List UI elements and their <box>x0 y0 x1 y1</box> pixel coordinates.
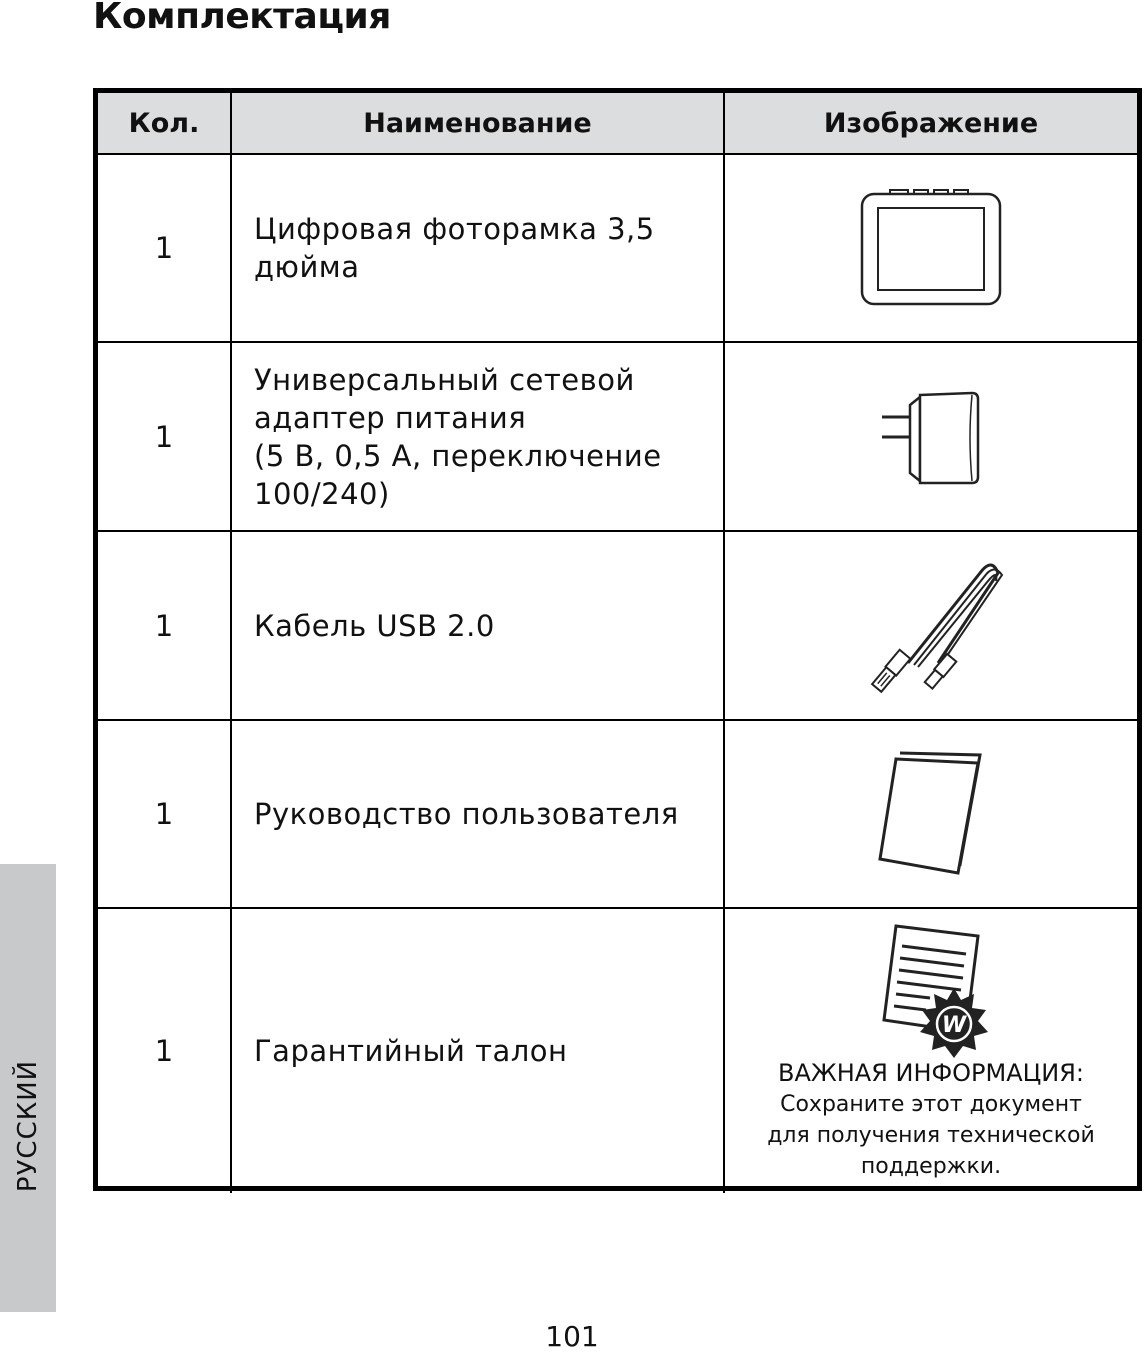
header-image: Изображение <box>724 93 1137 154</box>
row-name <box>231 531 724 720</box>
row-name-line: Руководство пользователя <box>254 797 679 831</box>
warranty-badge-letter: W <box>941 1013 967 1038</box>
caption-line: поддержки. <box>860 1154 1002 1179</box>
header-qty: Кол. <box>98 93 231 154</box>
warranty-card-icon <box>866 920 996 1060</box>
row-name-line: дюйма <box>254 250 360 284</box>
power-adapter-icon <box>876 387 986 487</box>
row-name-line: Цифровая фоторамка 3,5 <box>254 212 655 246</box>
warranty-caption <box>725 1058 1137 1182</box>
header-name: Наименование <box>231 93 724 154</box>
package-contents-table <box>93 88 1142 1191</box>
caption-line: ВАЖНАЯ ИНФОРМАЦИЯ: <box>778 1059 1084 1087</box>
row-image <box>724 342 1137 531</box>
table-header-row <box>98 93 1137 154</box>
page-title: Комплектация <box>93 0 391 37</box>
row-name <box>231 342 724 531</box>
row-image <box>724 720 1137 908</box>
row-name-line: Кабель USB 2.0 <box>254 608 495 643</box>
row-qty: 1 <box>98 154 231 342</box>
row-image <box>724 908 1137 1193</box>
row-name-line: Гарантийный талон <box>254 1034 568 1068</box>
table-row <box>98 531 1137 720</box>
table-row <box>98 154 1137 342</box>
row-name <box>231 154 724 342</box>
language-side-tab <box>0 864 56 1312</box>
row-name-line: 100/240) <box>254 476 390 511</box>
caption-line: Сохраните этот документ <box>780 1092 1082 1117</box>
row-qty: 1 <box>98 908 231 1193</box>
row-name-line: (5 В, 0,5 А, переключение <box>254 438 662 473</box>
photo-frame-icon <box>856 188 1006 308</box>
table-row <box>98 720 1137 908</box>
row-name-line: Универсальный сетевой <box>254 362 635 397</box>
table-row <box>98 908 1137 1193</box>
user-manual-icon <box>876 749 986 879</box>
row-name <box>231 720 724 908</box>
row-name <box>231 908 724 1193</box>
usb-cable-icon <box>856 551 1006 701</box>
language-label: РУССКИЙ <box>13 1059 43 1193</box>
row-qty: 1 <box>98 720 231 908</box>
caption-line: для получения технической <box>767 1123 1095 1148</box>
row-qty: 1 <box>98 342 231 531</box>
page-number: 101 <box>545 1320 599 1353</box>
row-image <box>724 154 1137 342</box>
row-image <box>724 531 1137 720</box>
row-qty: 1 <box>98 531 231 720</box>
row-name-line: адаптер питания <box>254 400 527 435</box>
table-row <box>98 342 1137 531</box>
